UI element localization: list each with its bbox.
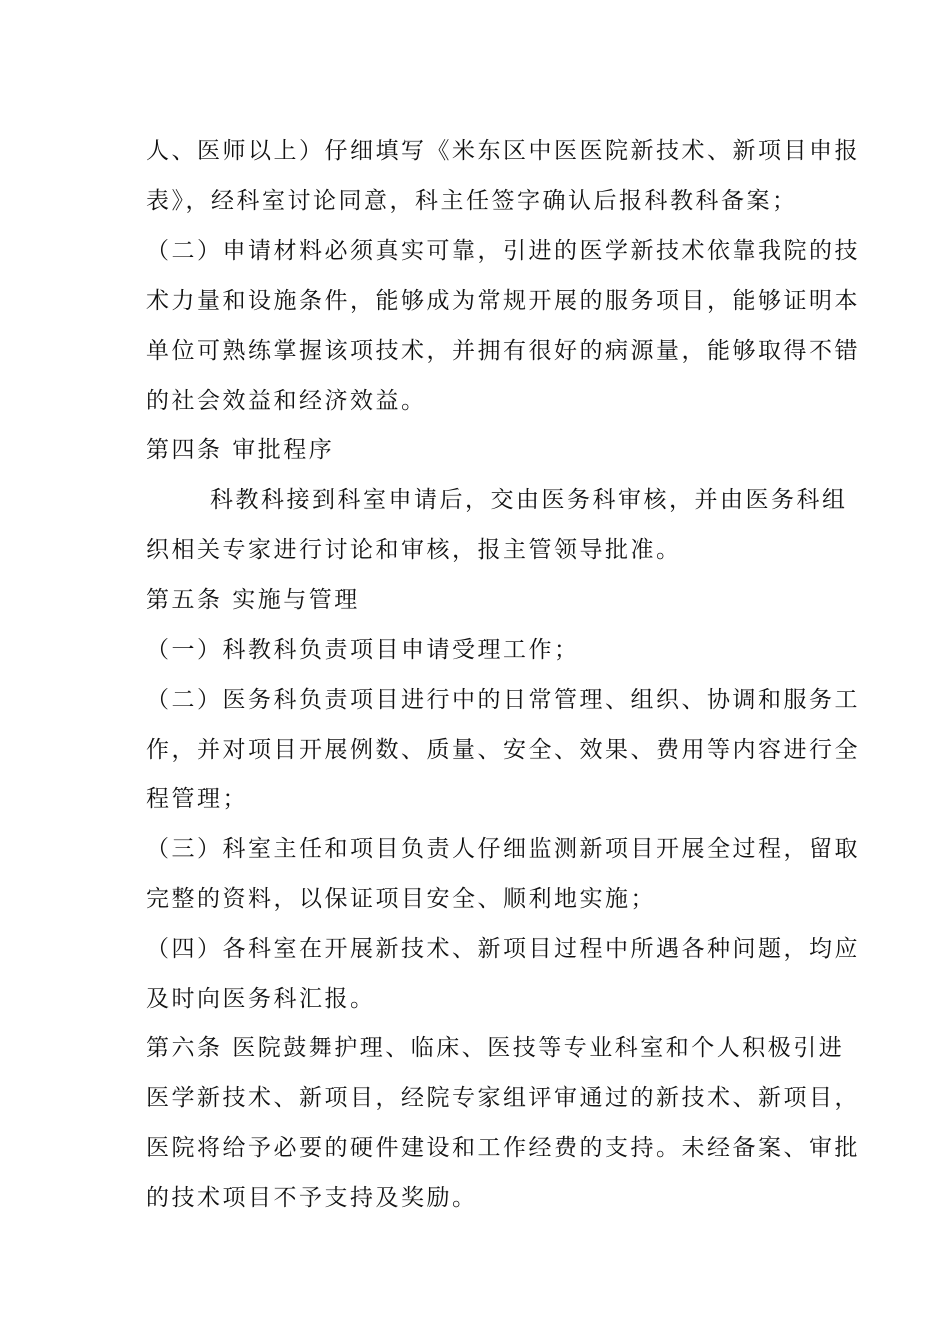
paragraph-line: 及时向医务科汇报。 [146,986,376,1012]
article-4-heading: 第四条 审批程序 [146,437,335,463]
list-item-3-line: （三）科室主任和项目负责人仔细监测新项目开展全过程，留取 [146,836,860,862]
list-item-2-line: （二）医务科负责项目进行中的日常管理、组织、协调和服务工 [146,687,860,713]
paragraph-line: 医院将给予必要的硬件建设和工作经费的支持。未经备案、审批 [146,1135,860,1161]
paragraph-line: 完整的资料，以保证项目安全、顺利地实施； [146,886,656,912]
paragraph-line: 人、医师以上）仔细填写《米东区中医医院新技术、新项目申报 [146,138,860,164]
paragraph-line: 表》，经科室讨论同意，科主任签字确认后报科教科备案； [146,188,798,214]
paragraph-line: 织相关专家进行讨论和审核，报主管领导批准。 [146,537,682,563]
paragraph-line: 单位可熟练掌握该项技术，并拥有很好的病源量，能够取得不错 [146,338,860,364]
paragraph-line: 作，并对项目开展例数、质量、安全、效果、费用等内容进行全 [146,737,860,763]
list-item-4-line: （四）各科室在开展新技术、新项目过程中所遇各种问题，均应 [146,936,860,962]
paragraph-line: 科教科接到科室申请后，交由医务科审核，并由医务科组 [210,487,848,513]
paragraph-line: 医学新技术、新项目，经院专家组评审通过的新技术、新项目， [146,1085,860,1111]
list-item-1-line: （一）科教科负责项目申请受理工作； [146,637,580,663]
paragraph-line: 术力量和设施条件，能够成为常规开展的服务项目，能够证明本 [146,288,860,314]
article-5-heading: 第五条 实施与管理 [146,587,360,613]
paragraph-line: 的社会效益和经济效益。 [146,388,427,414]
list-item-2-line: （二）申请材料必须真实可靠，引进的医学新技术依靠我院的技 [146,238,860,264]
paragraph-line: 的技术项目不予支持及奖励。 [146,1185,478,1211]
article-6-heading: 第六条 医院鼓舞护理、临床、医技等专业科室和个人积极引进 [146,1035,845,1061]
paragraph-line: 程管理； [146,786,248,812]
